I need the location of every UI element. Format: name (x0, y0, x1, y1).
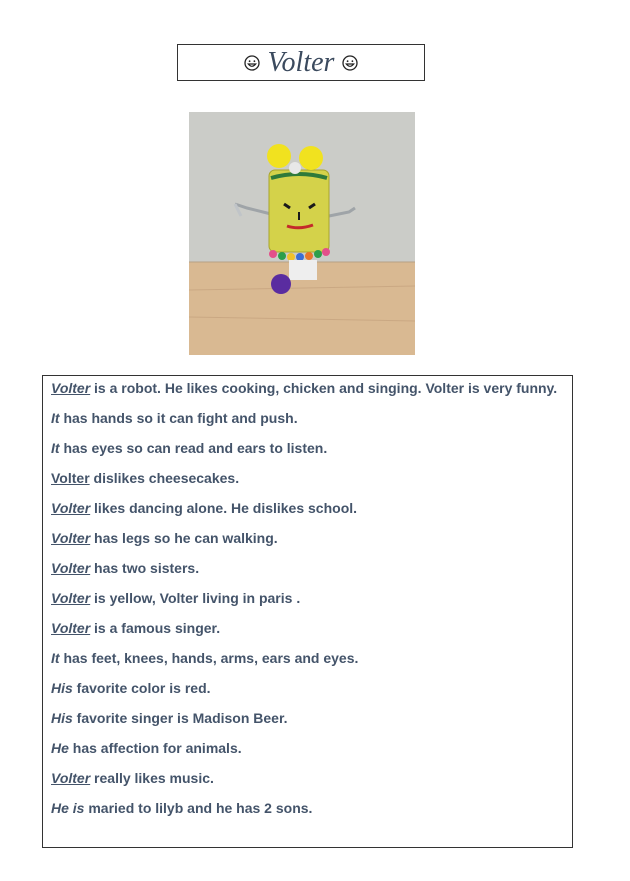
line-subject: He (51, 740, 69, 756)
description-line (51, 650, 564, 667)
line-text: is a famous singer. (90, 620, 221, 636)
line-subject: Volter (51, 770, 91, 786)
line-text: likes dancing alone. He dislikes school. (90, 500, 358, 516)
line-text: is yellow, Volter living in paris . (90, 590, 301, 606)
line-text: has eyes so can read and ears to listen. (59, 440, 328, 456)
description-line (51, 530, 564, 547)
robot-photo (189, 112, 415, 355)
description-line (51, 440, 564, 457)
line-text: is a robot. He likes cooking, chicken and singing. Volter is very funny. (90, 380, 558, 396)
line-subject: It (51, 650, 60, 666)
description-line (51, 770, 564, 787)
line-subject: It (51, 440, 60, 456)
description-line (51, 680, 564, 697)
description-line (51, 800, 564, 817)
line-subject: Volter (51, 470, 90, 486)
line-subject: Volter (51, 530, 91, 546)
description-line (51, 740, 564, 757)
line-text: has affection for animals. (68, 740, 242, 756)
line-subject: Volter (51, 590, 91, 606)
line-subject: It (51, 410, 60, 426)
line-subject: His (51, 680, 73, 696)
description-line (51, 620, 564, 637)
line-text: favorite color is red. (72, 680, 211, 696)
description-line (51, 560, 564, 577)
description-box (42, 375, 573, 848)
description-line (51, 470, 564, 487)
line-text: maried to lilyb and he has 2 sons. (84, 800, 313, 816)
smiley-face-icon (342, 55, 358, 71)
line-subject: He is (51, 800, 85, 816)
line-subject: His (51, 710, 73, 726)
description-line (51, 380, 564, 397)
page-title: Volter (267, 46, 335, 78)
smiley-face-icon (244, 55, 260, 71)
line-text: has two sisters. (90, 560, 200, 576)
description-line (51, 590, 564, 607)
line-text: dislikes cheesecakes. (89, 470, 240, 486)
line-text: has feet, knees, hands, arms, ears and eyes. (59, 650, 359, 666)
description-line (51, 710, 564, 727)
title-box (177, 44, 425, 81)
line-subject: Volter (51, 620, 91, 636)
description-line (51, 410, 564, 427)
line-subject: Volter (51, 380, 91, 396)
description-line (51, 500, 564, 517)
line-subject: Volter (51, 560, 91, 576)
line-text: really likes music. (90, 770, 214, 786)
line-text: has hands so it can fight and push. (59, 410, 298, 426)
line-text: has legs so he can walking. (90, 530, 278, 546)
line-subject: Volter (51, 500, 91, 516)
line-text: favorite singer is Madison Beer. (72, 710, 288, 726)
